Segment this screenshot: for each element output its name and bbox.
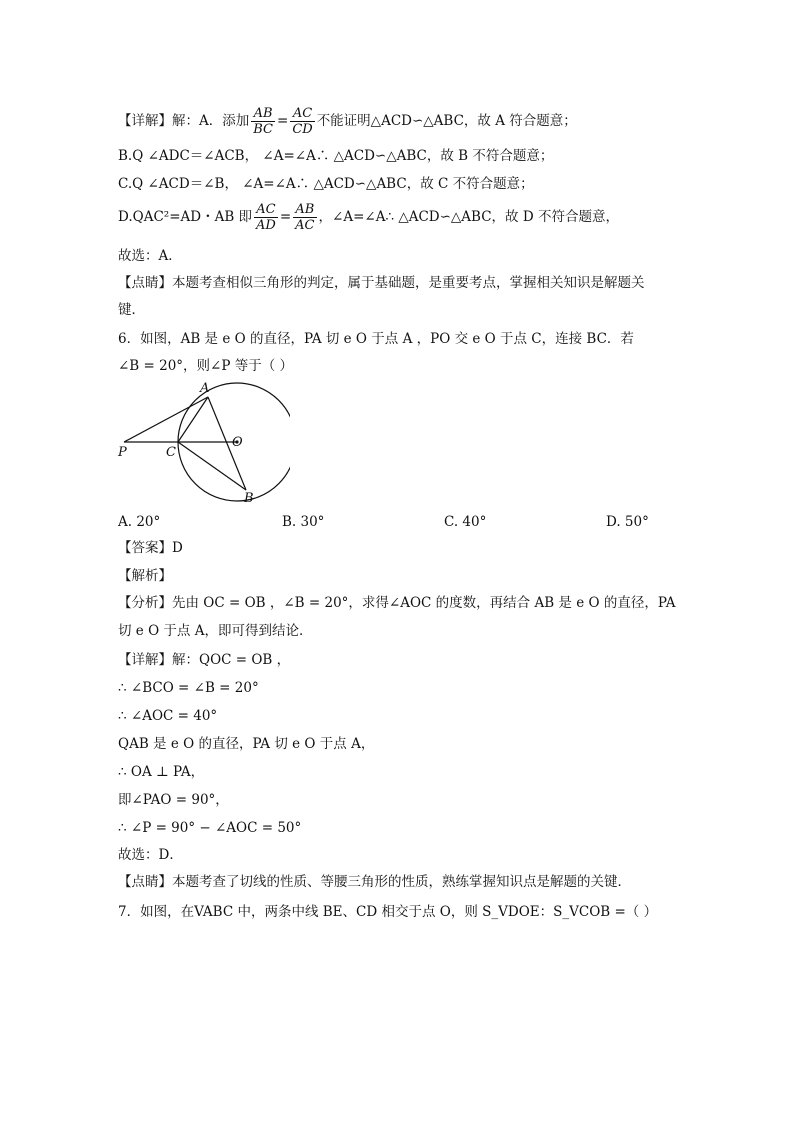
label-c: C [166, 445, 176, 460]
q6-stem-line-2: ∠B = 20°，则∠P 等于（ ） [118, 358, 294, 374]
segment-pa [124, 397, 208, 442]
q5-option-c-line: C.Q ∠ACD＝∠B， ∠A=∠A∴ △ACD∽△ABC，故 C 不符合题意； [118, 176, 534, 192]
label-b: B [244, 491, 254, 506]
fraction-ab-bc: $\frac{AB}{BC}$ [253, 106, 273, 137]
q6-analysis-line-1: 【分析】先由 OC = OB ，∠B = 20°，求得∠AOC 的度数，再结合 AB 是 e O 的直径，PA [118, 595, 676, 611]
detail-a-conclusion: 不能证明△ACD∽△ABC，故 A 符合题意； [316, 113, 577, 129]
q6-detail-line-6: 即∠PAO = 90°， [118, 792, 229, 808]
fraction-ac-cd: $\frac{AC}{CD}$ [292, 106, 313, 137]
q7-stem-line: 7．如图，在VABC 中，两条中线 BE、CD 相交于点 O，则 S_VDOE：S_VCOB =（ ） [118, 904, 658, 920]
label-o: O [232, 435, 243, 450]
q6-analysis-heading: 【解析】 [118, 568, 172, 584]
q5-option-b-line: B.Q ∠ADC＝∠ACB， ∠A=∠A∴ △ACD∽△ABC，故 B 不符合题意； [118, 148, 554, 164]
q6-answer: 【答案】D [118, 540, 183, 556]
q5-comment-line-2: 键． [118, 302, 145, 318]
q6-option-a: A. 20° [118, 514, 161, 530]
q6-detail-line-1: 【详解】解：QOC = OB ， [118, 652, 291, 668]
label-p: P [118, 445, 127, 460]
q6-detail-line-7: ∴ ∠P = 90° − ∠AOC = 50° [118, 820, 302, 836]
q6-comment-line: 【点睛】本题考查了切线的性质、等腰三角形的性质，熟练掌握知识点是解题的关键． [118, 874, 631, 890]
fraction-ab-ac: $\frac{AB}{AC}$ [295, 202, 315, 233]
q6-option-b: B. 30° [282, 514, 325, 530]
q6-detail-line-3: ∴ ∠AOC = 40° [118, 708, 218, 724]
q6-geometry-figure [110, 378, 290, 508]
fraction-ac-ad: $\frac{AC}{AD}$ [256, 202, 276, 233]
q6-option-c: C. 40° [444, 514, 487, 530]
label-a: A [200, 381, 210, 396]
q5-choice-line: 故选：A． [118, 248, 182, 264]
q6-detail-line-2: ∴ ∠BCO = ∠B = 20° [118, 680, 259, 696]
q5-comment-line-1: 【点睛】本题考查相似三角形的判定，属于基础题，是重要考点，掌握相关知识是解题关 [118, 275, 645, 291]
q5-option-d-line: D.QAC²=AD・AB 即 $\frac{AC}{AD}$ = $\frac{AB}{AC}$ ，∠A=∠A∴ △ACD∽△ABC，故 D 不符合题意， [118, 202, 619, 233]
q6-stem-line-1: 6．如图，AB 是 e O 的直径，PA 切 e O 于点 A ，PO 交 e O 于点 C，连接 BC．若 [118, 331, 634, 347]
q6-detail-line-4: QAB 是 e O 的直径，PA 切 e O 于点 A， [118, 736, 375, 752]
q5-detail-line-a: 【详解】解：A．添加 $\frac{AB}{BC}$ = $\frac{AC}{CD}$ 不能证明△ACD∽△ABC，故 A 符合题意； [118, 106, 577, 137]
q6-option-d: D. 50° [606, 514, 649, 530]
q6-analysis-line-2: 切 e O 于点 A，即可得到结论． [118, 623, 313, 639]
q6-detail-line-5: ∴ OA ⊥ PA， [118, 764, 205, 780]
q6-choice-line: 故选：D． [118, 847, 183, 863]
detail-a-text: 【详解】解：A．添加 [118, 113, 250, 129]
